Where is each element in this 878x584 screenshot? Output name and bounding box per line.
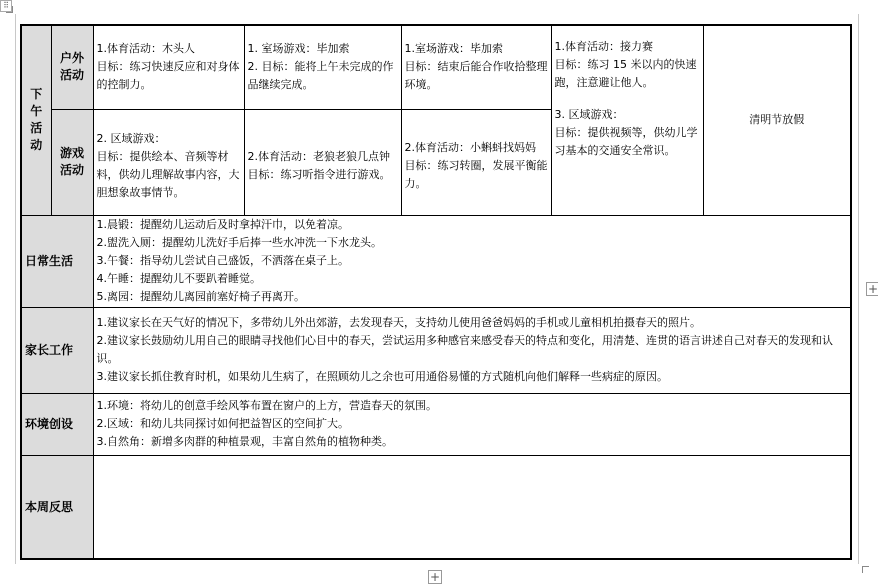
add-column-icon[interactable]: +	[867, 282, 878, 296]
tue-outdoor-cell[interactable]	[244, 25, 401, 109]
mon-outdoor-goal: 目标：练习快速反应和对身体的控制力。	[96, 60, 240, 92]
reflection-content[interactable]	[93, 455, 851, 559]
wed-outdoor-goal: 目标：结束后能合作收拾整理环境。	[404, 60, 548, 92]
tue-outdoor-goal: 2. 目标：能将上午未完成的作品继续完成。	[247, 60, 394, 92]
reflection-header	[21, 455, 93, 559]
game-activity-label: 游戏活动	[59, 146, 84, 177]
thu-activity-cell[interactable]	[551, 25, 703, 215]
mon-outdoor-title: 1.体育活动：木头人	[96, 42, 195, 56]
daily-life-item: 1.晨锻：提醒幼儿运动后及时拿掉汗巾，以免着凉。	[96, 218, 349, 231]
daily-life-item: 2.盥洗入厕：提醒幼儿洗好手后捧一些水冲洗一下水龙头。	[96, 236, 382, 249]
daily-life-header	[21, 215, 93, 307]
daily-life-row	[21, 215, 851, 307]
page-edge-left	[15, 14, 16, 564]
reflection-label: 本周反思	[25, 499, 74, 514]
thu-game-goal: 目标：提供视频等，供幼儿学习基本的交通安全常识。	[554, 126, 698, 157]
parent-work-item: 3.建议家长抓住教育时机，如果幼儿生病了，在照顾幼儿之余也可用通俗易懂的方式随机向他们解释一些病症的原因。	[96, 370, 668, 383]
environment-row	[21, 393, 851, 455]
reflection-row	[21, 455, 851, 559]
environment-item: 3.自然角：新增多肉群的种植景观，丰富自然角的植物种类。	[96, 435, 393, 448]
parent-work-item: 2.建议家长鼓励幼儿用自己的眼睛寻找他们心目中的春天，尝试运用多种感官来感受春天的特点和变化，用清楚、连贯的语言讲述自己对春天的发现和认识。	[96, 334, 833, 365]
wed-game-goal: 目标：练习转圈，发展平衡能力。	[404, 159, 548, 190]
wed-outdoor-cell[interactable]	[401, 25, 551, 109]
parent-work-row	[21, 307, 851, 393]
fri-activity-cell[interactable]	[703, 25, 851, 215]
mon-game-title: 2. 区域游戏：	[96, 132, 166, 145]
game-activity-header	[51, 109, 93, 215]
daily-life-item: 5.离园：提醒幼儿离园前塞好椅子再离开。	[96, 290, 305, 303]
daily-life-item: 3.午餐：指导幼儿尝试自己盛饭，不洒落在桌子上。	[96, 254, 349, 267]
parent-work-item: 1.建议家长在天气好的情况下，多带幼儿外出郊游，去发现春天，支持幼儿使用爸爸妈妈的手机或儿童相机拍摄春天的照片。	[96, 316, 701, 329]
mon-game-goal: 目标：提供绘本、音频等材料，供幼儿理解故事内容，大胆想象故事情节。	[96, 150, 240, 199]
weekly-plan-table	[20, 24, 852, 560]
wed-game-title: 2.体育活动：小蝌蚪找妈妈	[404, 141, 536, 154]
thu-outdoor-title: 1.体育活动：接力赛	[554, 40, 653, 53]
environment-item: 1.环境：将幼儿的创意手绘风筝布置在窗户的上方，营造春天的氛围。	[96, 399, 437, 412]
parent-work-content[interactable]	[93, 307, 851, 393]
page-edge-right	[858, 14, 859, 564]
environment-item: 2.区域：和幼儿共同探讨如何把益智区的空间扩大。	[96, 417, 349, 430]
parent-work-header	[21, 307, 93, 393]
table-move-handle-icon[interactable]: ⠿	[0, 0, 12, 12]
afternoon-section-label: 下午活动	[30, 87, 43, 153]
outdoor-activity-row	[21, 25, 851, 109]
environment-label: 环境创设	[25, 417, 74, 431]
add-row-icon[interactable]: +	[429, 570, 441, 584]
wed-game-cell[interactable]	[401, 109, 551, 215]
environment-content[interactable]	[93, 393, 851, 455]
holiday-text: 清明节放假	[749, 113, 805, 127]
mon-game-cell[interactable]	[93, 109, 244, 215]
page-corner-mark	[862, 566, 869, 573]
daily-life-item: 4.午睡：提醒幼儿不要趴着睡觉。	[96, 272, 261, 285]
tue-game-goal: 目标：练习听指令进行游戏。	[247, 168, 391, 181]
environment-header	[21, 393, 93, 455]
tue-game-title: 2.体育活动：老狼老狼几点钟	[247, 150, 390, 163]
parent-work-label: 家长工作	[25, 343, 74, 357]
daily-life-content[interactable]	[93, 215, 851, 307]
afternoon-section-header	[21, 25, 51, 215]
tue-outdoor-title: 1. 室场游戏：毕加索	[247, 42, 350, 56]
mon-outdoor-cell[interactable]	[93, 25, 244, 109]
outdoor-activity-label: 户外活动	[59, 51, 84, 83]
wed-outdoor-title: 1.室场游戏：毕加索	[404, 42, 503, 56]
thu-outdoor-goal: 目标：练习 15 米以内的快速跑，注意避让他人。	[554, 58, 697, 89]
tue-game-cell[interactable]	[244, 109, 401, 215]
daily-life-label: 日常生活	[25, 254, 74, 268]
thu-game-title: 3. 区域游戏：	[554, 108, 624, 121]
outdoor-activity-header	[51, 25, 93, 109]
